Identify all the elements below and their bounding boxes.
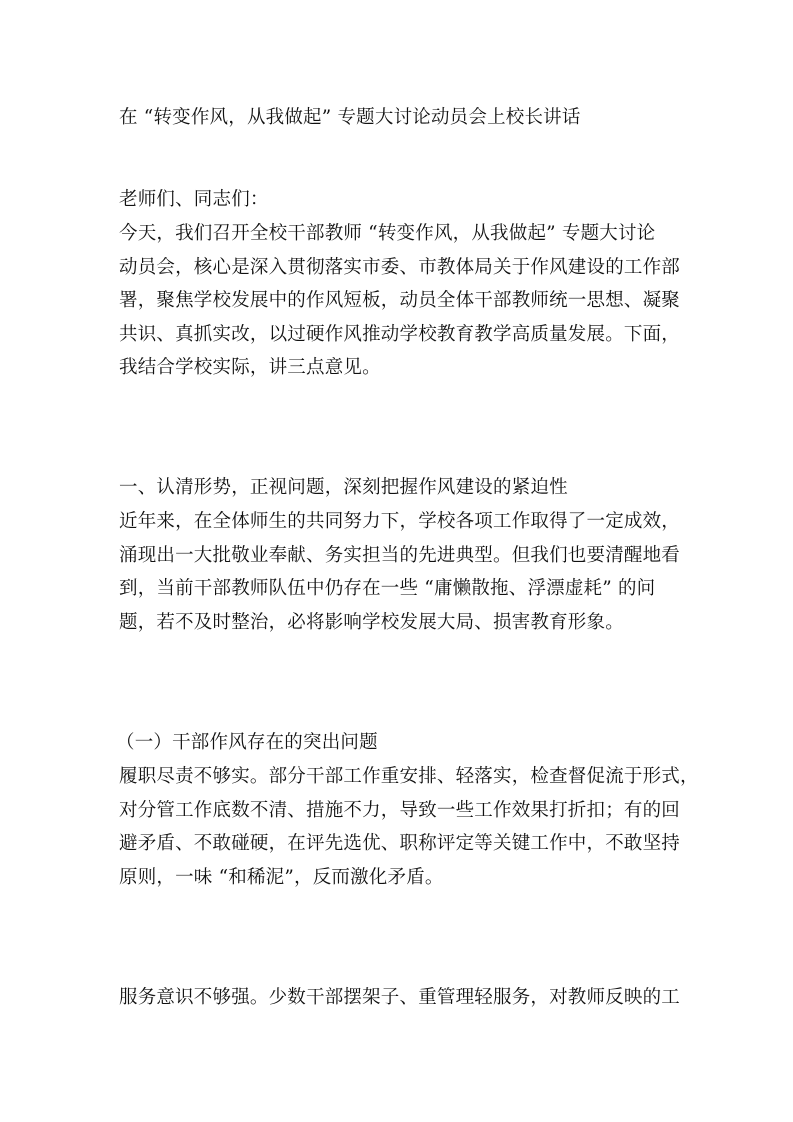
paragraph-line: 服务意识不够强。少数干部摆架子、重管理轻服务，对教师反映的工 xyxy=(119,987,681,1008)
document-title: 在 “转变作风，从我做起” 专题大讨论动员会上校长讲话 xyxy=(119,107,581,128)
paragraph-line: 动员会，核心是深入贯彻落实市委、市教体局关于作风建设的工作部 xyxy=(119,257,681,278)
paragraph-line: 今天，我们召开全校干部教师 “转变作风，从我做起” 专题大讨论 xyxy=(119,223,656,244)
paragraph-line: 涌现出一大批敬业奉献、务实担当的先进典型。但我们也要清醒地看 xyxy=(119,545,681,566)
section-heading: 一、认清形势，正视问题，深刻把握作风建设的紧迫性 xyxy=(119,477,568,498)
paragraph-line: 题，若不及时整治，必将影响学校发展大局、损害教育形象。 xyxy=(119,612,624,633)
greeting: 老师们、同志们： xyxy=(119,189,269,210)
paragraph-line: 共识、真抓实改，以过硬作风推动学校教育教学高质量发展。下面， xyxy=(119,324,681,345)
paragraph-line: 履职尽责不够实。部分干部工作重安排、轻落实，检查督促流于形式， xyxy=(119,766,699,787)
paragraph-line: 我结合学校实际，讲三点意见。 xyxy=(119,357,381,378)
paragraph-line: 对分管工作底数不清、措施不力，导致一些工作效果打折扣；有的回 xyxy=(119,800,681,821)
paragraph-line: 原则，一味 “和稀泥”，反而激化矛盾。 xyxy=(119,867,444,888)
subsection-heading: （一）干部作风存在的突出问题 xyxy=(116,732,378,753)
paragraph-line: 避矛盾、不敢碰硬，在评先选优、职称评定等关键工作中，不敢坚持 xyxy=(119,833,681,854)
paragraph-line: 近年来，在全体师生的共同努力下，学校各项工作取得了一定成效， xyxy=(119,511,681,532)
paragraph-line: 署，聚焦学校发展中的作风短板，动员全体干部教师统一思想、凝聚 xyxy=(119,290,681,311)
paragraph-line: 到，当前干部教师队伍中仍存在一些 “庸懒散拖、浮漂虚耗” 的问 xyxy=(119,578,656,599)
